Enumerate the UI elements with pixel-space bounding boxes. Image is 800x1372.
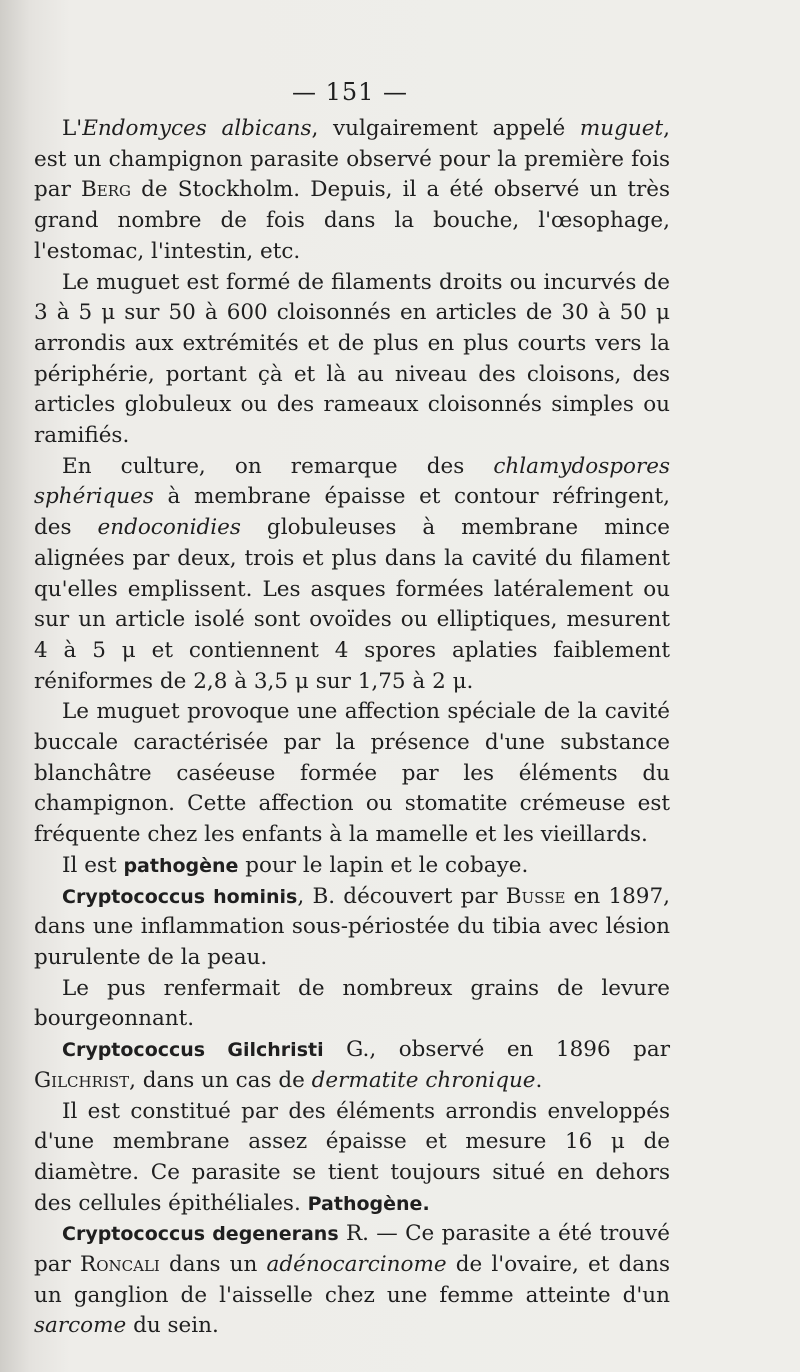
text-run: G., observé en 1896 par xyxy=(323,1037,670,1063)
paragraph xyxy=(34,114,670,268)
bold-term: Cryptococcus hominis xyxy=(62,885,298,908)
text-run: à membrane épaisse et contour réfringent, des xyxy=(34,484,670,541)
italic-term: endoconidies xyxy=(97,515,241,541)
text-run: . xyxy=(535,1067,543,1093)
text-run: , est un champignon parasite observé pour la première fois par xyxy=(34,116,670,203)
author-name: Roncali xyxy=(80,1252,160,1278)
text-run: du sein. xyxy=(126,1313,219,1339)
italic-term: Endomyces albicans xyxy=(82,116,312,141)
author-name: Berg xyxy=(81,177,132,203)
italic-term: dermatite chronique xyxy=(311,1067,536,1093)
text-run: en 1897, dans une inflammation sous-périostée du tibia avec lésion purulente de la peau. xyxy=(34,883,671,970)
bold-term: pathogène xyxy=(123,854,239,877)
paragraph xyxy=(34,452,670,698)
author-name: Busse xyxy=(505,883,566,909)
text-run: Il est xyxy=(62,852,124,878)
paragraph xyxy=(34,974,670,1035)
paragraph xyxy=(34,1035,670,1096)
paragraph xyxy=(34,851,670,882)
text-run: Il est constitué par des éléments arrondis enveloppés d'une membrane assez épaisse et mesure 16 μ de diamètre. Ce parasite se tient toujours situé en dehors des cellules épithéliales. xyxy=(34,1098,670,1216)
text-run: , vulgairement appelé xyxy=(311,116,580,141)
bold-term: Pathogène. xyxy=(307,1192,430,1215)
paragraph xyxy=(34,268,670,452)
italic-term: muguet xyxy=(579,116,664,141)
text-run: dans un xyxy=(159,1252,267,1278)
text-run: Le muguet est formé de filaments droits ou incurvés de 3 à 5 μ sur 50 à 600 cloisonnés en articles de 30 à 50 μ arrondis aux extrémités et de plus en plus courts vers la périphérie, portant çà et là au niveau des cloisons, des articles globuleux ou des rameaux cloisonnés simples ou ramifiés. xyxy=(34,269,670,449)
text-run: pour le lapin et le cobaye. xyxy=(238,852,529,878)
paragraph xyxy=(34,1219,670,1342)
author-name: Gilchrist xyxy=(34,1067,130,1093)
italic-term: chlamydospores sphériques xyxy=(34,453,670,510)
italic-term: adénocarcinome xyxy=(266,1252,447,1278)
text-run: R. — Ce parasite a été trouvé par xyxy=(34,1221,670,1278)
bold-term: Cryptococcus Gilchristi xyxy=(62,1039,324,1062)
text-run: L' xyxy=(62,116,83,141)
paragraph xyxy=(34,697,670,851)
text-run: Le muguet provoque une affection spéciale de la cavité buccale caractérisée par la présence d'une substance blanchâtre caséeuse formée par les éléments du champignon. Cette affection ou stomatite crémeuse est fréquente chez les enfants à la mamelle et les vieillards. xyxy=(34,699,670,848)
bold-term: Cryptococcus degenerans xyxy=(62,1223,339,1246)
text-run: Le pus renfermait de nombreux grains de levure bourgeonnant. xyxy=(34,975,670,1032)
italic-term: sarcome xyxy=(34,1313,127,1339)
paragraph xyxy=(34,1097,670,1220)
body-text xyxy=(34,114,670,1342)
text-run: globuleuses à membrane mince alignées par deux, trois et plus dans la cavité du filament qu'elles emplissent. Les asques formées latéralement ou sur un article isolé sont ovoïdes ou elliptiques, mesurent 4 à 5 μ et contiennent 4 spores aplaties faiblement réniformes de 2,8 à 3,5 μ sur 1,75 à 2 μ. xyxy=(34,515,670,694)
page-number: — 151 — xyxy=(291,78,409,106)
text-run: , B. découvert par xyxy=(297,883,506,909)
paragraph xyxy=(34,882,670,974)
text-run: de Stockholm. Depuis, il a été observé un très grand nombre de fois dans la bouche, l'œsophage, l'estomac, l'intestin, etc. xyxy=(34,177,670,264)
text-run: de l'ovaire, et dans un ganglion de l'aisselle chez une femme atteinte d'un xyxy=(34,1252,670,1308)
text-run: En culture, on remarque des xyxy=(62,453,494,479)
text-run: , dans un cas de xyxy=(129,1067,312,1093)
